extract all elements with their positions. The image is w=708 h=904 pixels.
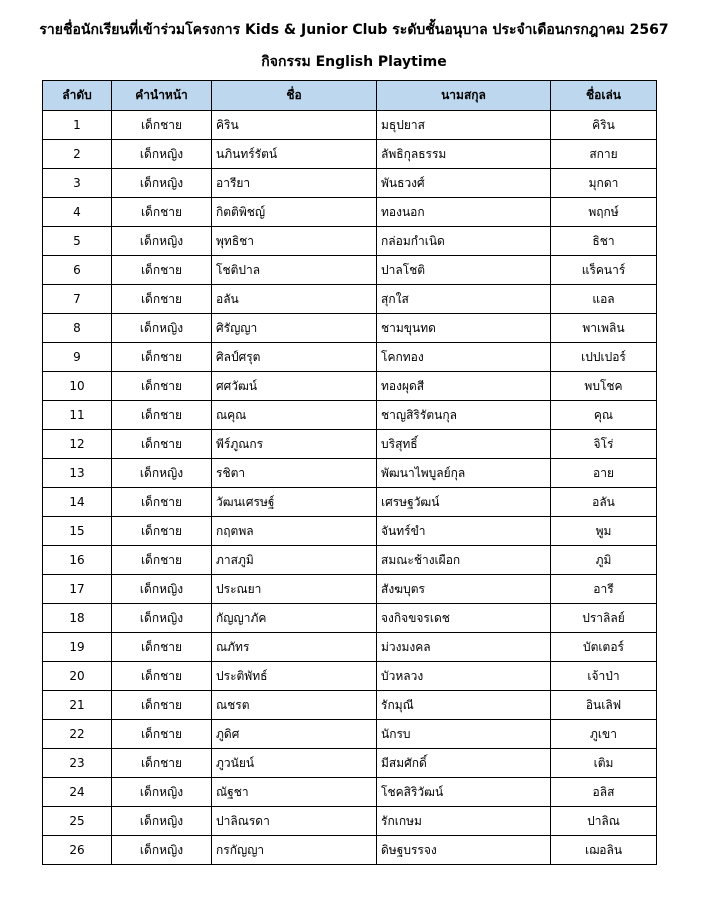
cell-first-name: อลัน xyxy=(212,285,377,314)
table-row xyxy=(43,662,657,691)
cell-nickname: คุณ xyxy=(551,401,657,430)
table-row xyxy=(43,575,657,604)
cell-nickname: ธิชา xyxy=(551,227,657,256)
cell-no: 8 xyxy=(43,314,112,343)
cell-last-name: จงกิจขจรเดช xyxy=(377,604,551,633)
table-row xyxy=(43,401,657,430)
cell-no: 19 xyxy=(43,633,112,662)
cell-first-name: ศศวัฒน์ xyxy=(212,372,377,401)
cell-last-name: บัวหลวง xyxy=(377,662,551,691)
table-row xyxy=(43,633,657,662)
header-no: ลำดับ xyxy=(43,81,112,111)
cell-prefix: เด็กหญิง xyxy=(112,140,212,169)
cell-nickname: คิริน xyxy=(551,111,657,140)
table-row xyxy=(43,285,657,314)
table-row xyxy=(43,227,657,256)
cell-prefix: เด็กชาย xyxy=(112,662,212,691)
cell-no: 2 xyxy=(43,140,112,169)
cell-first-name: ณคุณ xyxy=(212,401,377,430)
cell-prefix: เด็กหญิง xyxy=(112,169,212,198)
cell-prefix: เด็กชาย xyxy=(112,401,212,430)
cell-prefix: เด็กชาย xyxy=(112,430,212,459)
cell-no: 11 xyxy=(43,401,112,430)
cell-prefix: เด็กชาย xyxy=(112,691,212,720)
cell-last-name: มีสมศักดิ์ xyxy=(377,749,551,778)
cell-first-name: กรกัญญา xyxy=(212,836,377,865)
cell-first-name: ณชรต xyxy=(212,691,377,720)
cell-first-name: พีร์ภูณกร xyxy=(212,430,377,459)
cell-last-name: สังฆบุตร xyxy=(377,575,551,604)
cell-last-name: ชาญสิริรัตนกุล xyxy=(377,401,551,430)
cell-last-name: สุกใส xyxy=(377,285,551,314)
cell-no: 16 xyxy=(43,546,112,575)
cell-last-name: โชคสิริวัฒน์ xyxy=(377,778,551,807)
cell-first-name: ประติพัทธ์ xyxy=(212,662,377,691)
table-row xyxy=(43,546,657,575)
cell-no: 24 xyxy=(43,778,112,807)
cell-prefix: เด็กหญิง xyxy=(112,807,212,836)
cell-no: 1 xyxy=(43,111,112,140)
table-row xyxy=(43,720,657,749)
cell-nickname: อลัน xyxy=(551,488,657,517)
cell-first-name: อารียา xyxy=(212,169,377,198)
cell-nickname: พาเพลิน xyxy=(551,314,657,343)
cell-no: 25 xyxy=(43,807,112,836)
cell-nickname: พบโชค xyxy=(551,372,657,401)
cell-nickname: เติม xyxy=(551,749,657,778)
cell-prefix: เด็กหญิง xyxy=(112,227,212,256)
cell-prefix: เด็กชาย xyxy=(112,488,212,517)
cell-nickname: ภูเขา xyxy=(551,720,657,749)
cell-last-name: ลัพธิกุลธรรม xyxy=(377,140,551,169)
header-first-name: ชื่อ xyxy=(212,81,377,111)
cell-prefix: เด็กหญิง xyxy=(112,314,212,343)
table-row xyxy=(43,140,657,169)
cell-prefix: เด็กชาย xyxy=(112,111,212,140)
table-row xyxy=(43,749,657,778)
cell-no: 12 xyxy=(43,430,112,459)
cell-last-name: จันทร์ขำ xyxy=(377,517,551,546)
table-row xyxy=(43,343,657,372)
header-prefix: คำนำหน้า xyxy=(112,81,212,111)
header-last-name: นามสกุล xyxy=(377,81,551,111)
cell-no: 5 xyxy=(43,227,112,256)
cell-first-name: ประณยา xyxy=(212,575,377,604)
cell-prefix: เด็กหญิง xyxy=(112,604,212,633)
table-row xyxy=(43,169,657,198)
cell-prefix: เด็กชาย xyxy=(112,343,212,372)
cell-nickname: ภูมิ xyxy=(551,546,657,575)
cell-first-name: ปาลิณรดา xyxy=(212,807,377,836)
cell-first-name: กิตติพิชญ์ xyxy=(212,198,377,227)
table-row xyxy=(43,778,657,807)
cell-no: 6 xyxy=(43,256,112,285)
cell-first-name: ณัฐชา xyxy=(212,778,377,807)
cell-nickname: อินเลิฟ xyxy=(551,691,657,720)
cell-no: 18 xyxy=(43,604,112,633)
cell-first-name: ณภัทร xyxy=(212,633,377,662)
table-row xyxy=(43,807,657,836)
cell-prefix: เด็กชาย xyxy=(112,372,212,401)
cell-no: 13 xyxy=(43,459,112,488)
cell-last-name: ดิษฐบรรจง xyxy=(377,836,551,865)
table-row xyxy=(43,372,657,401)
cell-first-name: ภูดิศ xyxy=(212,720,377,749)
cell-last-name: ชามขุนทด xyxy=(377,314,551,343)
table-row xyxy=(43,430,657,459)
cell-nickname: เปปเปอร์ xyxy=(551,343,657,372)
cell-no: 23 xyxy=(43,749,112,778)
table-row xyxy=(43,459,657,488)
cell-no: 9 xyxy=(43,343,112,372)
cell-first-name: โชติปาล xyxy=(212,256,377,285)
cell-nickname: แอล xyxy=(551,285,657,314)
cell-first-name: ภาสภูมิ xyxy=(212,546,377,575)
cell-nickname: พฤกษ์ xyxy=(551,198,657,227)
cell-no: 17 xyxy=(43,575,112,604)
cell-last-name: นักรบ xyxy=(377,720,551,749)
cell-last-name: ทองนอก xyxy=(377,198,551,227)
cell-nickname: พูม xyxy=(551,517,657,546)
cell-first-name: ภูวนัยน์ xyxy=(212,749,377,778)
cell-nickname: บัตเตอร์ xyxy=(551,633,657,662)
cell-nickname: มุกดา xyxy=(551,169,657,198)
cell-prefix: เด็กชาย xyxy=(112,285,212,314)
cell-last-name: พันธวงศ์ xyxy=(377,169,551,198)
cell-last-name: ปาลโชติ xyxy=(377,256,551,285)
cell-prefix: เด็กชาย xyxy=(112,198,212,227)
table-row xyxy=(43,198,657,227)
cell-no: 14 xyxy=(43,488,112,517)
table-row xyxy=(43,488,657,517)
cell-first-name: คิริน xyxy=(212,111,377,140)
table-row xyxy=(43,314,657,343)
cell-nickname: เจ้าป่า xyxy=(551,662,657,691)
cell-last-name: รักเกษม xyxy=(377,807,551,836)
cell-prefix: เด็กชาย xyxy=(112,749,212,778)
cell-nickname: ปราลิลย์ xyxy=(551,604,657,633)
header-nickname: ชื่อเล่น xyxy=(551,81,657,111)
cell-first-name: วัฒนเศรษฐ์ xyxy=(212,488,377,517)
cell-last-name: กล่อมกำเนิด xyxy=(377,227,551,256)
cell-first-name: ศิลป์ศรุต xyxy=(212,343,377,372)
student-roster-table xyxy=(42,80,657,865)
cell-last-name: รักมุณี xyxy=(377,691,551,720)
table-row xyxy=(43,517,657,546)
cell-nickname: จิโร่ xyxy=(551,430,657,459)
cell-first-name: รชิตา xyxy=(212,459,377,488)
cell-nickname: อารี xyxy=(551,575,657,604)
table-row xyxy=(43,604,657,633)
cell-last-name: ทองผุดสี xyxy=(377,372,551,401)
cell-nickname: อาย xyxy=(551,459,657,488)
document-subtitle: กิจกรรม English Playtime xyxy=(261,54,447,70)
cell-last-name: มธุปยาส xyxy=(377,111,551,140)
cell-prefix: เด็กชาย xyxy=(112,633,212,662)
cell-first-name: กัญญาภัค xyxy=(212,604,377,633)
table-header-row xyxy=(43,81,657,111)
table-body xyxy=(43,111,657,865)
cell-first-name: กฤตพล xyxy=(212,517,377,546)
cell-prefix: เด็กชาย xyxy=(112,256,212,285)
cell-prefix: เด็กชาย xyxy=(112,517,212,546)
cell-nickname: อลิส xyxy=(551,778,657,807)
table-row xyxy=(43,111,657,140)
table-row xyxy=(43,256,657,285)
table-row xyxy=(43,691,657,720)
cell-no: 10 xyxy=(43,372,112,401)
cell-last-name: เศรษฐวัฒน์ xyxy=(377,488,551,517)
cell-no: 22 xyxy=(43,720,112,749)
cell-prefix: เด็กหญิง xyxy=(112,778,212,807)
cell-no: 15 xyxy=(43,517,112,546)
table-row xyxy=(43,836,657,865)
cell-no: 21 xyxy=(43,691,112,720)
cell-no: 7 xyxy=(43,285,112,314)
cell-prefix: เด็กหญิง xyxy=(112,459,212,488)
cell-last-name: ม่วงมงคล xyxy=(377,633,551,662)
cell-no: 4 xyxy=(43,198,112,227)
cell-prefix: เด็กหญิง xyxy=(112,836,212,865)
cell-first-name: ศิรัญญา xyxy=(212,314,377,343)
cell-prefix: เด็กชาย xyxy=(112,720,212,749)
cell-last-name: พัฒนาไพบูลย์กุล xyxy=(377,459,551,488)
cell-nickname: เฌอลิน xyxy=(551,836,657,865)
cell-nickname: ปาลิณ xyxy=(551,807,657,836)
cell-prefix: เด็กหญิง xyxy=(112,575,212,604)
document-title: รายชื่อนักเรียนที่เข้าร่วมโครงการ Kids & Junior Club ระดับชั้นอนุบาล ประจำเดือนกรกฎาคม 2567 xyxy=(39,22,669,38)
cell-no: 26 xyxy=(43,836,112,865)
cell-last-name: สมณะช้างเผือก xyxy=(377,546,551,575)
cell-nickname: สกาย xyxy=(551,140,657,169)
cell-first-name: นภินทร์รัตน์ xyxy=(212,140,377,169)
cell-last-name: โคกทอง xyxy=(377,343,551,372)
cell-first-name: พุทธิชา xyxy=(212,227,377,256)
cell-prefix: เด็กชาย xyxy=(112,546,212,575)
cell-no: 3 xyxy=(43,169,112,198)
cell-no: 20 xyxy=(43,662,112,691)
cell-nickname: แร็คนาร์ xyxy=(551,256,657,285)
cell-last-name: บริสุทธิ์ xyxy=(377,430,551,459)
